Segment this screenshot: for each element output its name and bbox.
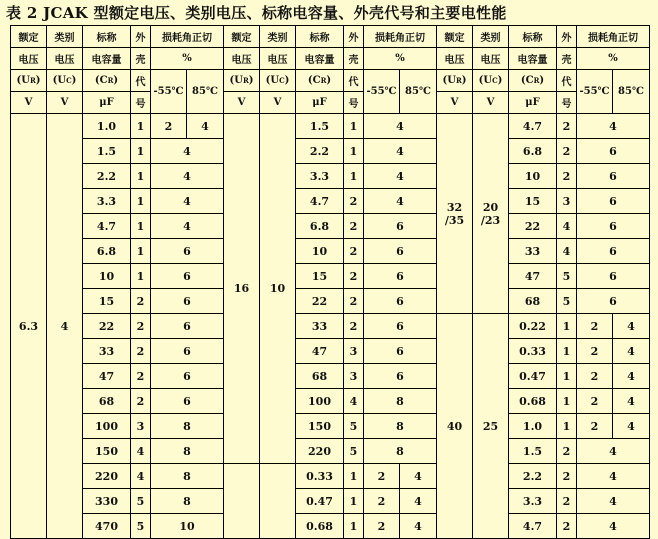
header-rated-voltage — [11, 70, 47, 92]
loss-high-temp: 4 — [400, 514, 437, 539]
loss-high-temp: 4 — [613, 414, 650, 439]
table-row — [11, 514, 650, 539]
header-capacitance-subscript: R — [320, 76, 327, 85]
loss-tangent: 4 — [151, 164, 224, 189]
capacitance-value: 0.33 — [509, 339, 557, 364]
header-row — [11, 92, 650, 114]
table-row — [11, 439, 650, 464]
header-rated-voltage — [224, 70, 260, 92]
case-code: 5 — [557, 289, 577, 314]
capacitance-value: 4.7 — [509, 514, 557, 539]
category-voltage: 4 — [47, 114, 83, 539]
loss-tangent: 6 — [364, 289, 437, 314]
header-temp-high: 85℃ — [400, 70, 437, 114]
header-rated-voltage-symbol: (U — [229, 75, 243, 86]
header-rated-voltage-symbol: (U — [442, 75, 456, 86]
header-rated-voltage-subscript: R — [455, 76, 462, 85]
header-row — [11, 48, 650, 70]
loss-tangent: 6 — [364, 214, 437, 239]
header-category-voltage: 电压 — [47, 48, 83, 70]
loss-low-temp: 2 — [364, 514, 400, 539]
capacitance-value: 4.7 — [509, 114, 557, 139]
capacitance-value: 2.2 — [509, 464, 557, 489]
case-code: 1 — [557, 314, 577, 339]
header-temp-high: 85℃ — [613, 70, 650, 114]
header-case-code: 代 — [131, 70, 151, 92]
table-body — [11, 114, 650, 539]
case-code: 3 — [344, 339, 364, 364]
capacitance-value: 0.22 — [509, 314, 557, 339]
category-voltage-continued — [260, 464, 296, 539]
category-voltage: 25 — [473, 314, 509, 539]
capacitance-value: 1.0 — [83, 114, 131, 139]
header-category-voltage-symbol: (U — [52, 75, 67, 86]
header-category-voltage — [473, 70, 509, 92]
header-rated-voltage-close: ) — [461, 75, 467, 86]
header-category-voltage: V — [260, 92, 296, 114]
case-code: 1 — [344, 514, 364, 539]
case-code: 1 — [344, 114, 364, 139]
capacitance-value: 0.47 — [296, 489, 344, 514]
capacitance-value: 2.2 — [296, 139, 344, 164]
header-case-code: 外 — [131, 26, 151, 48]
header-category-voltage — [260, 70, 296, 92]
header-category-voltage-close: ) — [284, 75, 290, 86]
loss-low-temp: 2 — [577, 414, 613, 439]
case-code: 2 — [344, 289, 364, 314]
loss-tangent: 10 — [151, 514, 224, 539]
loss-low-temp: 2 — [577, 339, 613, 364]
header-category-voltage-symbol: (U — [265, 75, 280, 86]
loss-tangent: 4 — [151, 139, 224, 164]
case-code: 2 — [557, 439, 577, 464]
header-category-voltage-close: ) — [71, 75, 77, 86]
table-row — [11, 114, 650, 139]
header-capacitance: μF — [83, 92, 131, 114]
header-capacitance-subscript: R — [533, 76, 540, 85]
capacitance-value: 22 — [296, 289, 344, 314]
loss-tangent: 8 — [151, 439, 224, 464]
case-code: 2 — [344, 189, 364, 214]
table-row — [11, 389, 650, 414]
capacitance-value: 0.68 — [509, 389, 557, 414]
header-case-code: 号 — [557, 92, 577, 114]
header-rated-voltage: 额定 — [224, 26, 260, 48]
header-rated-voltage: 额定 — [437, 26, 473, 48]
header-loss-tangent: 损耗角正切 — [151, 26, 224, 48]
loss-tangent: 6 — [577, 189, 650, 214]
header-category-voltage: 类别 — [47, 26, 83, 48]
loss-high-temp: 4 — [613, 364, 650, 389]
case-code: 2 — [131, 364, 151, 389]
spec-table — [10, 25, 650, 539]
table-header — [11, 26, 650, 114]
case-code: 1 — [131, 239, 151, 264]
case-code: 2 — [344, 214, 364, 239]
capacitance-value: 22 — [83, 314, 131, 339]
header-loss-unit: % — [364, 48, 437, 70]
case-code: 1 — [344, 489, 364, 514]
loss-tangent: 6 — [151, 364, 224, 389]
header-rated-voltage: V — [437, 92, 473, 114]
capacitance-value: 15 — [296, 264, 344, 289]
header-category-voltage-subscript: C — [66, 76, 72, 85]
loss-tangent: 4 — [151, 214, 224, 239]
case-code: 2 — [131, 389, 151, 414]
case-code: 3 — [131, 414, 151, 439]
header-case-code: 壳 — [344, 48, 364, 70]
header-case-code: 代 — [344, 70, 364, 92]
case-code: 4 — [557, 214, 577, 239]
table-row — [11, 364, 650, 389]
capacitance-value: 3.3 — [509, 489, 557, 514]
capacitance-value: 3.3 — [296, 164, 344, 189]
table-title: 表 2 JCAK 型额定电压、类别电压、标称电容量、外壳代号和主要电性能 — [6, 4, 507, 22]
cell-line: /35 — [444, 213, 465, 227]
header-temp-low: -55℃ — [364, 70, 400, 114]
header-rated-voltage-close: ) — [35, 75, 41, 86]
header-rated-voltage: 电压 — [224, 48, 260, 70]
loss-high-temp: 4 — [187, 114, 224, 139]
capacitance-value: 100 — [83, 414, 131, 439]
loss-tangent: 6 — [364, 314, 437, 339]
header-row — [11, 70, 650, 92]
loss-tangent: 6 — [577, 164, 650, 189]
table-row — [11, 289, 650, 314]
loss-tangent: 8 — [151, 464, 224, 489]
loss-tangent: 4 — [364, 114, 437, 139]
capacitance-value: 15 — [83, 289, 131, 314]
table-row — [11, 239, 650, 264]
loss-tangent: 4 — [577, 439, 650, 464]
case-code: 2 — [344, 264, 364, 289]
capacitance-value: 1.0 — [509, 414, 557, 439]
loss-tangent: 8 — [151, 414, 224, 439]
capacitance-value: 68 — [296, 364, 344, 389]
capacitance-value: 15 — [509, 189, 557, 214]
case-code: 2 — [557, 164, 577, 189]
table-row — [11, 314, 650, 339]
loss-low-temp: 2 — [364, 464, 400, 489]
loss-tangent: 6 — [577, 264, 650, 289]
loss-tangent: 6 — [151, 289, 224, 314]
table-row — [11, 164, 650, 189]
header-category-voltage: 类别 — [260, 26, 296, 48]
cell-line: 20 — [482, 200, 499, 214]
loss-low-temp: 2 — [577, 314, 613, 339]
header-capacitance — [509, 70, 557, 92]
loss-low-temp: 2 — [151, 114, 187, 139]
table-row — [11, 189, 650, 214]
loss-tangent: 6 — [364, 239, 437, 264]
case-code: 5 — [131, 514, 151, 539]
capacitance-value: 220 — [296, 439, 344, 464]
header-rated-voltage: 电压 — [437, 48, 473, 70]
loss-tangent: 6 — [577, 214, 650, 239]
loss-tangent: 6 — [364, 364, 437, 389]
table-row — [11, 489, 650, 514]
capacitance-value: 33 — [509, 239, 557, 264]
header-capacitance — [296, 70, 344, 92]
table-row — [11, 264, 650, 289]
header-category-voltage-subscript: C — [492, 76, 498, 85]
header-rated-voltage-subscript: R — [29, 76, 36, 85]
header-case-code: 号 — [131, 92, 151, 114]
loss-tangent: 6 — [151, 389, 224, 414]
capacitance-value: 22 — [509, 214, 557, 239]
capacitance-value: 68 — [509, 289, 557, 314]
capacitance-value: 220 — [83, 464, 131, 489]
case-code: 1 — [131, 189, 151, 214]
header-case-code: 代 — [557, 70, 577, 92]
header-case-code: 壳 — [557, 48, 577, 70]
capacitance-value: 4.7 — [296, 189, 344, 214]
header-category-voltage: V — [473, 92, 509, 114]
case-code: 1 — [344, 164, 364, 189]
capacitance-value: 10 — [509, 164, 557, 189]
case-code: 4 — [557, 239, 577, 264]
header-capacitance-close: ) — [326, 75, 332, 86]
header-loss-unit: % — [577, 48, 650, 70]
header-capacitance: μF — [509, 92, 557, 114]
rated-voltage: 40 — [437, 314, 473, 539]
case-code: 3 — [557, 189, 577, 214]
loss-low-temp: 2 — [577, 364, 613, 389]
case-code: 1 — [131, 139, 151, 164]
header-category-voltage-close: ) — [497, 75, 503, 86]
case-code: 2 — [131, 289, 151, 314]
header-temp-low: -55℃ — [577, 70, 613, 114]
loss-high-temp: 4 — [400, 489, 437, 514]
case-code: 2 — [131, 314, 151, 339]
capacitance-value: 10 — [83, 264, 131, 289]
loss-low-temp: 2 — [577, 389, 613, 414]
capacitance-value: 3.3 — [83, 189, 131, 214]
loss-high-temp: 4 — [613, 339, 650, 364]
case-code: 1 — [557, 414, 577, 439]
capacitance-value: 330 — [83, 489, 131, 514]
header-capacitance-symbol: (C — [520, 75, 534, 86]
header-category-voltage-symbol: (U — [478, 75, 493, 86]
header-capacitance-close: ) — [539, 75, 545, 86]
header-capacitance: μF — [296, 92, 344, 114]
loss-tangent: 6 — [577, 239, 650, 264]
header-capacitance-symbol: (C — [307, 75, 321, 86]
header-loss-tangent: 损耗角正切 — [364, 26, 437, 48]
capacitance-value: 0.47 — [509, 364, 557, 389]
header-capacitance-symbol: (C — [94, 75, 108, 86]
loss-tangent: 6 — [364, 264, 437, 289]
header-capacitance-close: ) — [113, 75, 119, 86]
header-category-voltage — [47, 70, 83, 92]
table-row — [11, 214, 650, 239]
header-capacitance: 标称 — [509, 26, 557, 48]
header-category-voltage: 电压 — [473, 48, 509, 70]
loss-tangent: 4 — [364, 164, 437, 189]
loss-tangent: 6 — [577, 139, 650, 164]
loss-tangent: 4 — [364, 139, 437, 164]
case-code: 1 — [131, 214, 151, 239]
rated-voltage: 16 — [224, 114, 260, 464]
header-row — [11, 26, 650, 48]
loss-tangent: 4 — [577, 514, 650, 539]
case-code: 1 — [557, 389, 577, 414]
rated-voltage-continued — [224, 464, 260, 539]
case-code: 2 — [557, 114, 577, 139]
capacitance-value: 150 — [296, 414, 344, 439]
capacitance-value: 68 — [83, 389, 131, 414]
case-code: 2 — [557, 464, 577, 489]
capacitance-value: 1.5 — [509, 439, 557, 464]
case-code: 5 — [131, 489, 151, 514]
capacitance-value: 6.8 — [83, 239, 131, 264]
table-row — [11, 464, 650, 489]
case-code: 4 — [344, 389, 364, 414]
case-code: 2 — [557, 514, 577, 539]
capacitance-value: 33 — [83, 339, 131, 364]
header-rated-voltage: 电压 — [11, 48, 47, 70]
header-category-voltage: V — [47, 92, 83, 114]
capacitance-value: 0.33 — [296, 464, 344, 489]
capacitance-value: 1.5 — [83, 139, 131, 164]
header-capacitance: 电容量 — [83, 48, 131, 70]
cell-line: 32 — [446, 200, 463, 214]
header-category-voltage: 电压 — [260, 48, 296, 70]
case-code: 1 — [557, 339, 577, 364]
category-voltage: 10 — [260, 114, 296, 464]
header-rated-voltage: V — [11, 92, 47, 114]
loss-tangent: 6 — [577, 289, 650, 314]
case-code: 3 — [344, 364, 364, 389]
loss-tangent: 8 — [364, 439, 437, 464]
case-code: 5 — [557, 264, 577, 289]
loss-high-temp: 4 — [400, 464, 437, 489]
header-temp-high: 85℃ — [187, 70, 224, 114]
header-rated-voltage-subscript: R — [242, 76, 249, 85]
category-voltage — [473, 114, 509, 314]
header-loss-tangent: 损耗角正切 — [577, 26, 650, 48]
header-capacitance: 标称 — [83, 26, 131, 48]
table-row — [11, 414, 650, 439]
loss-tangent: 6 — [151, 264, 224, 289]
header-rated-voltage — [437, 70, 473, 92]
loss-tangent: 4 — [577, 489, 650, 514]
rated-voltage — [437, 114, 473, 314]
loss-tangent: 4 — [364, 189, 437, 214]
loss-tangent: 6 — [364, 339, 437, 364]
loss-tangent: 6 — [151, 314, 224, 339]
case-code: 1 — [131, 114, 151, 139]
loss-tangent: 4 — [577, 114, 650, 139]
case-code: 1 — [344, 464, 364, 489]
capacitance-value: 6.8 — [296, 214, 344, 239]
capacitance-value: 47 — [296, 339, 344, 364]
loss-tangent: 6 — [151, 339, 224, 364]
capacitance-value: 0.68 — [296, 514, 344, 539]
header-capacitance-subscript: R — [107, 76, 114, 85]
case-code: 5 — [344, 439, 364, 464]
loss-high-temp: 4 — [613, 314, 650, 339]
table-row — [11, 339, 650, 364]
header-rated-voltage: 额定 — [11, 26, 47, 48]
capacitance-value: 2.2 — [83, 164, 131, 189]
loss-tangent: 4 — [151, 189, 224, 214]
header-capacitance: 电容量 — [509, 48, 557, 70]
loss-tangent: 8 — [364, 414, 437, 439]
capacitance-value: 1.5 — [296, 114, 344, 139]
case-code: 2 — [557, 489, 577, 514]
header-case-code: 壳 — [131, 48, 151, 70]
header-category-voltage: 类别 — [473, 26, 509, 48]
header-case-code: 号 — [344, 92, 364, 114]
capacitance-value: 150 — [83, 439, 131, 464]
loss-tangent: 6 — [151, 239, 224, 264]
capacitance-value: 4.7 — [83, 214, 131, 239]
header-rated-voltage-close: ) — [248, 75, 254, 86]
case-code: 2 — [344, 239, 364, 264]
header-temp-low: -55℃ — [151, 70, 187, 114]
header-rated-voltage: V — [224, 92, 260, 114]
loss-high-temp: 4 — [613, 389, 650, 414]
case-code: 1 — [344, 139, 364, 164]
capacitance-value: 10 — [296, 239, 344, 264]
case-code: 1 — [131, 264, 151, 289]
header-capacitance: 标称 — [296, 26, 344, 48]
loss-tangent: 8 — [364, 389, 437, 414]
header-case-code: 外 — [557, 26, 577, 48]
capacitance-value: 47 — [83, 364, 131, 389]
case-code: 2 — [557, 139, 577, 164]
capacitance-value: 33 — [296, 314, 344, 339]
capacitance-value: 470 — [83, 514, 131, 539]
case-code: 4 — [131, 439, 151, 464]
case-code: 1 — [131, 164, 151, 189]
case-code: 4 — [131, 464, 151, 489]
table-row — [11, 139, 650, 164]
case-code: 2 — [344, 314, 364, 339]
cell-line: /23 — [480, 213, 501, 227]
loss-tangent: 4 — [577, 464, 650, 489]
header-capacitance: 电容量 — [296, 48, 344, 70]
capacitance-value: 100 — [296, 389, 344, 414]
header-rated-voltage-symbol: (U — [16, 75, 30, 86]
header-case-code: 外 — [344, 26, 364, 48]
rated-voltage: 6.3 — [11, 114, 47, 539]
case-code: 2 — [131, 339, 151, 364]
header-loss-unit: % — [151, 48, 224, 70]
case-code: 1 — [557, 364, 577, 389]
capacitance-value: 6.8 — [509, 139, 557, 164]
loss-low-temp: 2 — [364, 489, 400, 514]
header-category-voltage-subscript: C — [279, 76, 285, 85]
loss-tangent: 8 — [151, 489, 224, 514]
capacitance-value: 47 — [509, 264, 557, 289]
case-code: 5 — [344, 414, 364, 439]
header-capacitance — [83, 70, 131, 92]
